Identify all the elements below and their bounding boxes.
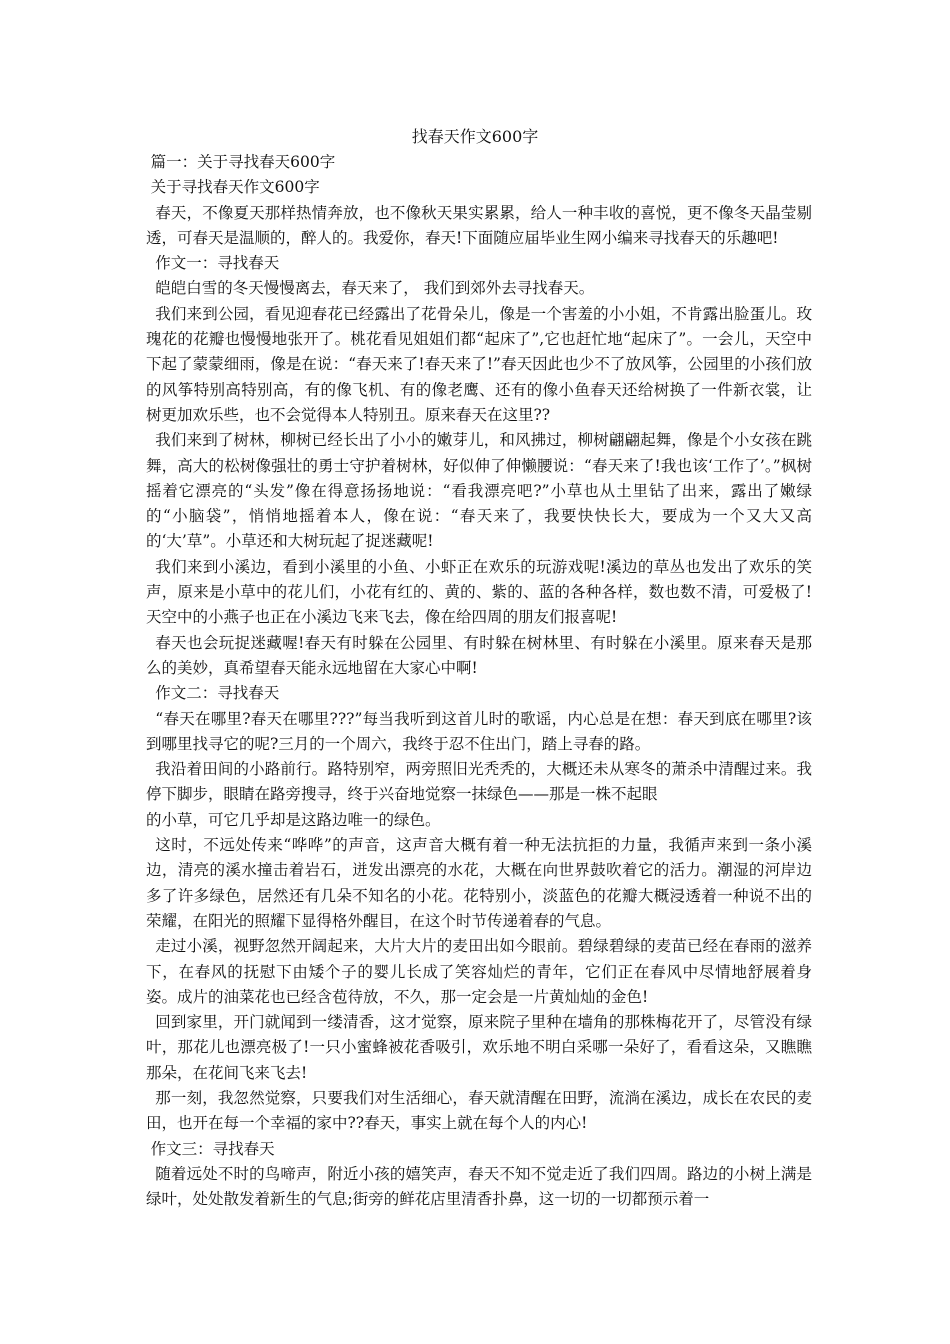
paragraph: 随着远处不时的鸟啼声，附近小孩的嬉笑声，春天不知不觉走近了我们四周。路边的小树上满是绿叶，处处散发着新生的气息;街旁的鲜花店里清香扑鼻，这一切的一切都预示着一 (146, 1164, 812, 1209)
paragraph: “春天在哪里?春天在哪里???”每当我听到这首儿时的歌谣，内心总是在想：春天到底在哪里?该到哪里找寻它的呢?三月的一个周六，我终于忍不住出门，踏上寻春的路。 (146, 709, 812, 753)
paragraph: 春天也会玩捉迷藏喔!春天有时躲在公园里、有时躲在树林里、有时躲在小溪里。原来春天是那么的美妙，真希望春天能永远地留在大家心中啊! (146, 633, 812, 677)
paragraph-continuation: 的小草，可它几乎却是这路边唯一的绿色。 (146, 810, 441, 829)
sub-heading: 关于寻找春天作文600字 (150, 178, 320, 197)
paragraph: 这时，不远处传来“哗哗”的声音，这声音大概有着一种无法抗拒的力量，我循声来到一条小溪边，清亮的溪水撞击着岩石，迸发出漂亮的水花，大概在向世界鼓吹着它的活力。潮湿的河岸边多了许多绿色，居然还有几朵不知名的小花。花特别小，淡蓝色的花瓣大概浸透着一种说不出的荣耀，在阳光的照耀下显得格外醒目，在这个时节传递着春的气息。 (146, 836, 812, 930)
paragraph: 那一刻，我忽然觉察，只要我们对生活细心，春天就清醒在田野，流淌在溪边，成长在农民的麦田，也开在每一个幸福的家中??春天，事实上就在每个人的内心! (146, 1088, 812, 1133)
intro-paragraph: 春天，不像夏天那样热情奔放，也不像秋天果实累累，给人一种丰收的喜悦，更不像冬天晶莹剔透，可春天是温顺的，醉人的。我爱你，春天!下面随应届毕业生网小编来寻找春天的乐趣吧! (146, 203, 812, 247)
paragraph: 我们来到了树林，柳树已经长出了小小的嫩芽儿，和风拂过，柳树翩翩起舞，像是个小女孩在跳舞，高大的松树像强壮的勇士守护着树林，好似伸了伸懒腰说：“春天来了!我也该‘工作了’。”枫树摇着它漂亮的“头发”像在得意扬扬地说：“看我漂亮吧?”小草也从土里钻了出来，露出了嫩绿的“小脑袋”，悄悄地摇着本人，像在说：“春天来了，我要快快长大，要成为一个又大又高的‘大’草”。小草还和大树玩起了捉迷藏呢! (146, 431, 812, 551)
essay-3-heading: 作文三：寻找春天 (150, 1139, 275, 1158)
paragraph: 我们来到小溪边，看到小溪里的小鱼、小虾正在欢乐的玩游戏呢!溪边的草丛也发出了欢乐的笑声，原来是小草中的花儿们，小花有红的、黄的、紫的、蓝的各种各样，数也数不清，可爱极了!天空中的小燕子也正在小溪边飞来飞去，像在给四周的朋友们报喜呢! (146, 557, 812, 627)
section-heading-1: 篇一：关于寻找春天600字 (150, 153, 336, 171)
paragraph: 走过小溪，视野忽然开阔起来，大片大片的麦田出如今眼前。碧绿碧绿的麦苗已经在春雨的滋养下，在春风的抚慰下由矮个子的婴儿长成了笑容灿烂的青年，它们正在春风中尽情地舒展着身姿。成片的油菜花也已经含苞待放，不久，那一定会是一片黄灿灿的金色! (146, 937, 812, 1006)
document-body (146, 150, 812, 1212)
document-title: 找春天作文600字 (411, 127, 539, 146)
essay-1-heading: 作文一：寻找春天 (155, 254, 280, 273)
paragraph: 皑皑白雪的冬天慢慢离去，春天来了， 我们到郊外去寻找春天。 (155, 279, 595, 298)
paragraph: 回到家里，开门就闻到一缕清香，这才觉察，原来院子里种在墙角的那株梅花开了，尽管没有绿叶，那花儿也漂亮极了!一只小蜜蜂被花香吸引，欢乐地不明白采哪一朵好了，看看这朵，又瞧瞧那朵，在花间飞来飞去! (146, 1013, 812, 1082)
paragraph: 我沿着田间的小路前行。路特别窄，两旁照旧光秃秃的，大概还未从寒冬的萧杀中清醒过来。我停下脚步，眼睛在路旁搜寻，终于兴奋地觉察一抹绿色——那是一株不起眼 (146, 760, 812, 804)
paragraph: 我们来到公园，看见迎春花已经露出了花骨朵儿，像是一个害羞的小小姐，不肯露出脸蛋儿。玫瑰花的花瓣也慢慢地张开了。桃花看见姐姐们都“起床了”,它也赶忙地“起床了”。一会儿，天空中下起了蒙蒙细雨，像是在说：“春天来了!春天来了!”春天因此也少不了放风筝，公园里的小孩们放的风筝特别高特别高，有的像飞机、有的像老鹰、还有的像小鱼春天还给树换了一件新衣裳，让树更加欢乐些，也不会觉得本人特别丑。原来春天在这里?? (146, 304, 812, 424)
essay-2-heading: 作文二：寻找春天 (155, 684, 280, 703)
